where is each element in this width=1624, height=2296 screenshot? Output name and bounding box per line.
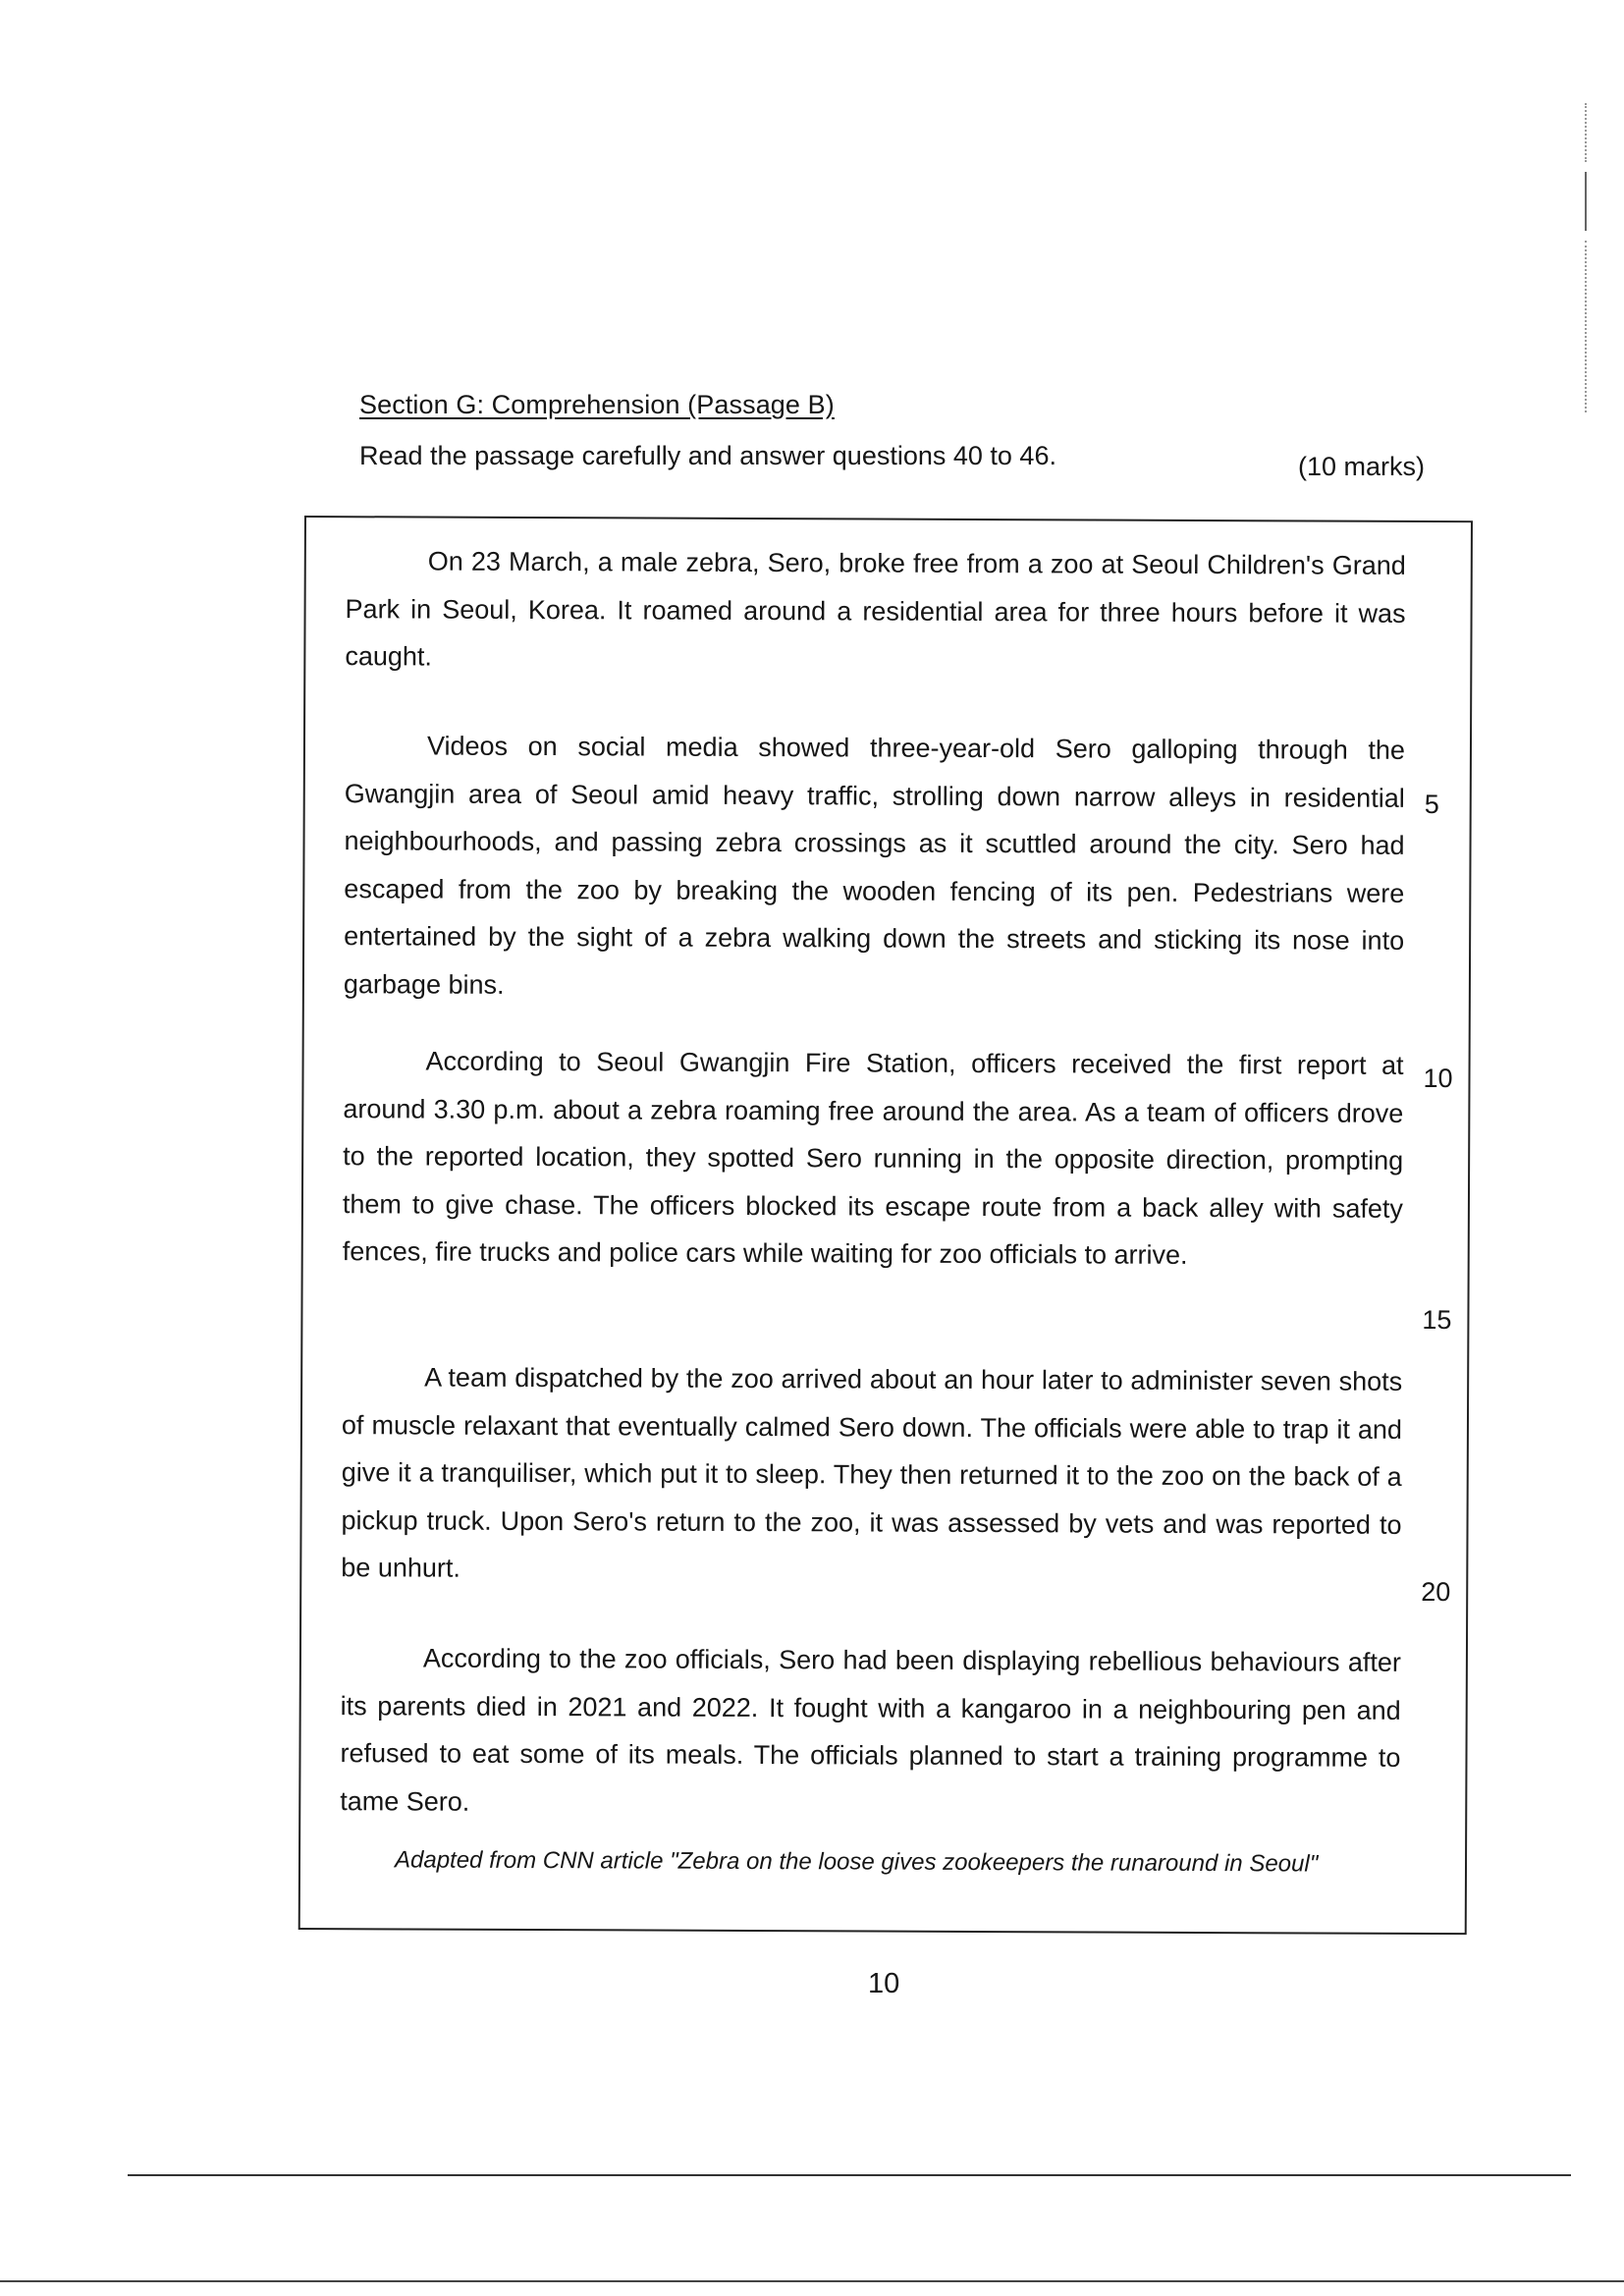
paragraph-2 [344,722,1405,1012]
paragraph-2-text: Videos on social media showed three-year-old Sero galloping through the Gwangjin area of Seoul amid heavy traffic, strolling down narrow alleys in residential neighbourhoods, and passing zebra crossings as it scuttled around the city. Sero had escaped from the zoo by breaking the wooden fencing of its pen. Pedestrians were entertained by the sight of a zebra walking down the streets and sticking its nose into garbage bins. [343,731,1406,1000]
instruction-text: Read the passage carefully and answer questions 40 to 46. [359,441,1056,470]
margin-line [1585,172,1587,231]
margin-dots-top [1585,103,1587,162]
bottom-edge-rule [0,2280,1624,2282]
footer-rule [128,2174,1571,2176]
paragraph-4 [341,1353,1402,1596]
paragraph-3-text: According to Seoul Gwangjin Fire Station, officers received the first report at around 3.30 p.m. about a zebra roaming free around the area. As a team of officers drove to the reported location, they spotted Sero running in the opposite direction, prompting them to give chase. The officers blocked its escape route from a back alley with safety fences, fire trucks and police cars while waiting for zoo officials to arrive. [342,1046,1404,1270]
paragraph-4-text: A team dispatched by the zoo arrived about an hour later to administer seven shots of muscle relaxant that eventually calmed Sero down. The officials were able to trap it and give it a tranquiliser, which put it to sleep. They then returned it to the zoo on the back of a pickup truck. Upon Sero's return to the zoo, it was assessed by vets and was reported to be unhurt. [341,1362,1403,1583]
paragraph-3 [343,1037,1404,1280]
marks-label: (10 marks) [1298,452,1426,481]
line-number-20: 20 [1421,1576,1451,1608]
passage-box [298,516,1473,1935]
source-citation: Adapted from CNN article "Zebra on the loose gives zookeepers the runaround in Seoul" [394,1846,1319,1878]
margin-dots-middle [1585,241,1587,412]
page-number: 10 [868,1968,900,1999]
paragraph-1-text: On 23 March, a male zebra, Sero, broke free from a zoo at Seoul Children's Grand Park in Seoul, Korea. It roamed around a residential area for three hours before it was caught. [345,546,1406,672]
paragraph-5 [340,1634,1401,1830]
paragraph-5-text: According to the zoo officials, Sero had been displaying rebellious behaviours after its parents died in 2021 and 2022. It fought with a kangaroo in a neighbouring pen and refused to eat some of its meals. The officials planned to start a training programme to tame Sero. [340,1643,1401,1817]
section-title: Section G: Comprehension (Passage B) [359,390,835,419]
line-number-15: 15 [1422,1304,1452,1336]
line-number-5: 5 [1424,789,1439,820]
line-number-10: 10 [1423,1063,1453,1094]
paragraph-1 [345,537,1406,684]
